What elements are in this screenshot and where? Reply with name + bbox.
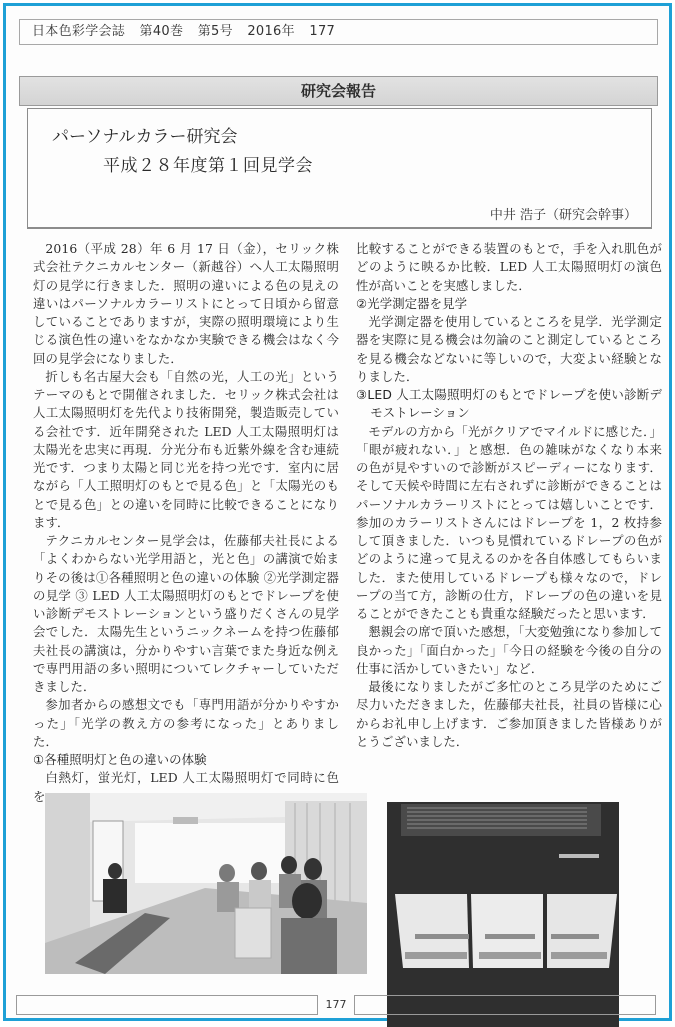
year: 2016年 — [247, 24, 295, 39]
header-page-number: 177 — [309, 24, 336, 39]
section-label: 研究会報告 — [19, 76, 658, 106]
paragraph: 最後になりましたがご多忙のところ見学のためにご尽力いただきました，佐藤郁夫社長，社員の皆様に心からお礼申し上げます．ご参加頂きました皆様ありがとうございました． — [356, 679, 662, 749]
footer-rule-left — [16, 995, 318, 1015]
lecture-photo-image — [45, 793, 367, 974]
lighting-booth-image — [387, 802, 619, 1027]
lecture-photo — [45, 793, 367, 974]
paragraph: 参加者からの感想文でも「専門用語が分かりやすかった」「光学の教え方の参考になった」とありました． — [33, 697, 339, 749]
paragraph: 比較することができる装置のもとで，手を入れ肌色がどのように映るか比較．LED 人工太陽照明灯の演色性が高いことを実感しました． — [356, 241, 662, 293]
issue: 第5号 — [197, 24, 233, 39]
subheading: ①各種照明灯と色の違いの体験 — [33, 752, 207, 767]
paragraph: 2016（平成 28）年 6 月 17 日（金），セリック株式会社テクニカルセンター（新越谷）へ人工太陽照明灯の見学に行きました．照明の違いによる色の見えの違いはパーソナルカラーリストにとって日頃から留意していることでありますが，実際の照明環境により生じる演色性の違いをなかなか実験できる機会はなく今回の見学会になりました． — [33, 241, 339, 366]
paragraph: 白熱灯，蛍光灯，LED 人工太陽照明灯で同時に色を — [33, 770, 339, 804]
paragraph: 懇親会の席で頂いた感想，「大変勉強になり参加して良かった」「面白かった」「今日の経験を今後の自分の仕事に活かしていきたい」など． — [356, 624, 662, 676]
title-block — [27, 108, 652, 229]
article-subtitle: 平成２８年度第１回見学会 — [103, 156, 313, 176]
author-byline: 中井 浩子（研究会幹事） — [489, 208, 637, 223]
paragraph: 光学測定器を使用しているところを見学．光学測定器を実際に見る機会は勿論のこと測定しているところを見る機会などないに等しいので，大変よい経験となりました． — [356, 314, 662, 384]
footer-rule-right — [354, 995, 656, 1015]
body-column-left — [33, 240, 339, 806]
volume: 第40巻 — [139, 24, 184, 39]
footer-page-number: 177 — [325, 998, 347, 1011]
running-head — [19, 19, 658, 45]
paragraph: モデルの方から「光がクリアでマイルドに感じた．」「眼が疲れない．」と感想．色の雑味がなくなり本来の色が見やすいので診断がスピーディーになります．そして天候や時間に左右されずに診断ができることはパーソナルカラーリストにとっては嬉しいことです．参加のカラーリストさんにはドレープを 1，2 枚持参して頂きました．いつも見慣れているドレープの色がどのように違って見えるのかを各自体感してもらいました．また使用しているドレープも様々なので，ドレープの当て方，診断の仕方，ドレープの色の違いを見ることができたことも貴重な経験だったと思います． — [356, 423, 662, 621]
paragraph: テクニカルセンター見学会は，佐藤郁夫社長による「よくわからない光学用語と，光と色」の講演で始まりその後は①各種照明と色の違いの体験 ②光学測定器の見学 ③ LED 人工太陽照明灯のもとでドレープを使い診断デモストレーションという盛りだくさんの見学会でした．太陽先生というニックネームを持つ佐藤郁夫社長の講演は，分かりやすい言葉でまた身近な例えで専門用語の多い照明についてレクチャーしていただきました． — [33, 533, 339, 694]
journal-name: 日本色彩学会誌 — [32, 24, 126, 39]
article-title: パーソナルカラー研究会 — [52, 127, 238, 147]
body-column-right — [356, 240, 662, 751]
subheading: ③LED 人工太陽照明灯のもとでドレープを使い診断デモストレーション — [356, 387, 662, 421]
lighting-booth-photo — [387, 802, 619, 1027]
subheading: ②光学測定器を見学 — [356, 295, 468, 311]
paragraph: 折しも名古屋大会も「自然の光，人工の光」というテーマのもとで開催されました．セリック株式会社は人工太陽照明灯を先代より技術開発，製造販売している会社です．近年開発された LED 人工太陽照明灯は太陽光を忠実に再現．分光分布も近紫外線を含む連続光です．つまり太陽と同じ光を持つ光です．室内に居ながら「人工照明灯のもとで見る色」と「太陽光のもとで見る色」との違いを同時に比較できることになります． — [33, 368, 339, 530]
